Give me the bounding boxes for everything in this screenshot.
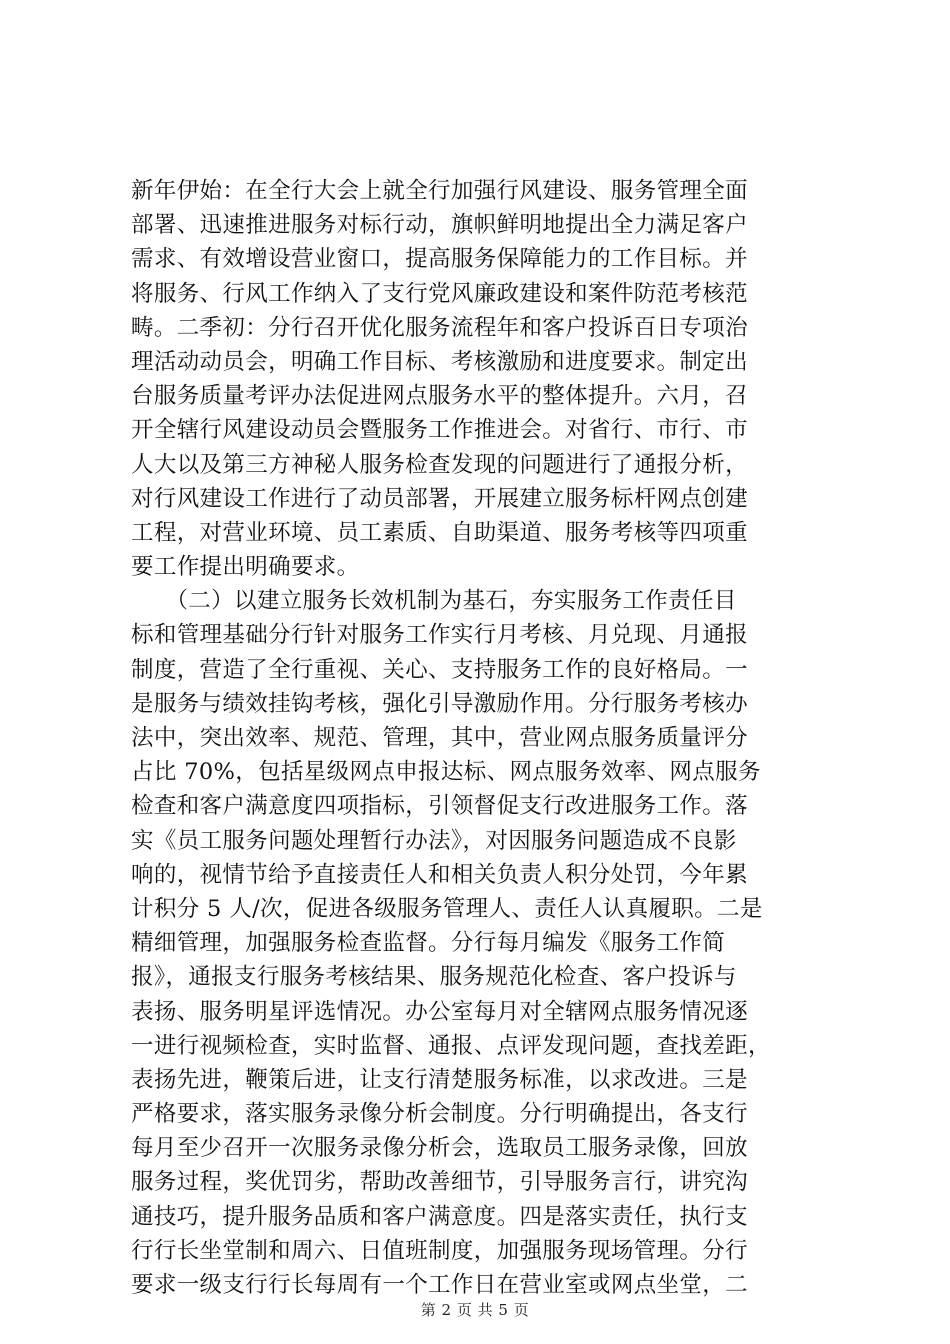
text-line: 服务过程，奖优罚劣，帮助改善细节，引导服务言行，讲究沟 (131, 1169, 748, 1196)
text-line: 表扬、服务明星评选情况。办公室每月对全辖网点服务情况逐 (131, 998, 748, 1025)
text-line: 占比 70%，包括星级网点申报达标、网点服务效率、网点服务 (131, 759, 761, 786)
text-line: 行行长坐堂制和周六、日值班制度，加强服务现场管理。分行 (131, 1237, 748, 1264)
text-line: 要求一级支行行长每周有一个工作日在营业室或网点坐堂，二 (131, 1272, 748, 1298)
text-line: 标和管理基础分行针对服务工作实行月考核、月兑现、月通报 (131, 622, 748, 649)
text-line: 是服务与绩效挂钩考核，强化引导激励作用。分行服务考核办 (131, 690, 748, 717)
text-line: 法中，突出效率、规范、管理，其中，营业网点服务质量评分 (131, 725, 748, 751)
text-line: 要工作提出明确要求。 (131, 554, 360, 581)
text-line: 严格要求，落实服务录像分析会制度。分行明确提出，各支行 (131, 1101, 748, 1128)
text-line: 响的，视情节给予直接责任人和相关负责人积分处罚，今年累 (131, 861, 748, 888)
text-line: 计积分 5 人/次，促进各级服务管理人、责任人认真履职。二是 (131, 895, 763, 922)
text-line: 对行风建设工作进行了动员部署，开展建立服务标杆网点创建 (131, 485, 748, 512)
text-line: 每月至少召开一次服务录像分析会，选取员工服务录像，回放 (131, 1135, 748, 1162)
page-number-footer: 第 2 页 共 5 页 (420, 1301, 530, 1319)
text-line: 将服务、行风工作纳入了支行党风廉政建设和案件防范考核范 (131, 280, 748, 307)
text-line: （二）以建立服务长效机制为基石，夯实服务工作责任目 (131, 588, 737, 615)
text-line: 报》，通报支行服务考核结果、服务规范化检查、客户投诉与 (131, 964, 737, 991)
body-text (131, 174, 831, 1302)
text-line: 畴。二季初：分行召开优化服务流程年和客户投诉百日专项治 (131, 314, 748, 341)
text-line: 台服务质量考评办法促进网点服务水平的整体提升。六月，召 (131, 383, 748, 410)
text-line: 一进行视频检查，实时监督、通报、点评发现问题，查找差距， (131, 1032, 771, 1059)
text-line: 检查和客户满意度四项指标，引领督促支行改进服务工作。落 (131, 793, 748, 820)
text-line: 部署、迅速推进服务对标行动，旗帜鲜明地提出全力满足客户 (131, 212, 748, 239)
text-line: 制度，营造了全行重视、关心、支持服务工作的良好格局。一 (131, 656, 748, 683)
text-line: 人大以及第三方神秘人服务检查发现的问题进行了通报分析， (131, 451, 748, 478)
text-line: 实《员工服务问题处理暂行办法》，对因服务问题造成不良影 (131, 827, 737, 854)
text-line: 工程，对营业环境、员工素质、自助渠道、服务考核等四项重 (131, 519, 748, 546)
text-line: 开全辖行风建设动员会暨服务工作推进会。对省行、市行、市 (131, 417, 748, 444)
text-line: 需求、有效增设营业窗口，提高服务保障能力的工作目标。并 (131, 246, 748, 273)
text-line: 精细管理，加强服务检查监督。分行每月编发《服务工作简 (131, 930, 726, 957)
text-line: 新年伊始：在全行大会上就全行加强行风建设、服务管理全面 (131, 178, 748, 204)
text-line: 表扬先进，鞭策后进，让支行清楚服务标准，以求改进。三是 (131, 1066, 748, 1093)
text-line: 通技巧，提升服务品质和客户满意度。四是落实责任，执行支 (131, 1203, 748, 1230)
text-line: 理活动动员会，明确工作目标、考核激励和进度要求。制定出 (131, 348, 748, 375)
